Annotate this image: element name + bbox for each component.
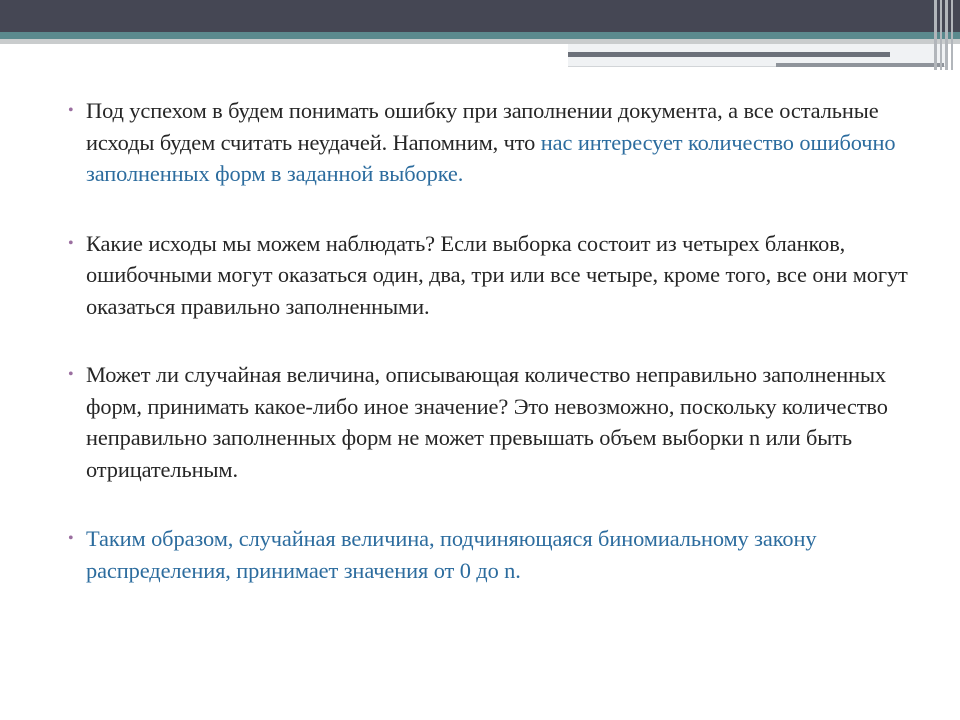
header-vertical-rails [932,0,960,70]
bullet-highlight-text: нас интересует количество ошибочно заполненных форм в заданной выборке. [86,129,896,186]
bullet-icon: • [68,234,74,252]
bullet-text: Может ли случайная величина, описывающая количество неправильно заполненных форм, принимать какое-либо иное значение? Это невозможно, поскольку количество неправильно заполненных форм не может превышать объем выборки n или быть отрицательным. [86,362,888,482]
bullet-icon: • [68,102,74,119]
bullet-text: Какие исходы мы можем наблюдать? Если выборка состоит из четырех бланков, ошибочными могут оказаться один, два, три или все четыре, кроме того, все они могут оказаться правильно заполненными. [86,230,908,319]
bullet-item [68,95,918,190]
bullet-text: Под успехом в будем понимать ошибку при заполнении документа, а все остальные исходы будем считать неудачей. Напомним, что [86,98,879,155]
bullet-icon: • [68,530,74,547]
header-teal-band [0,32,960,39]
header-accent-bar-small [776,63,944,67]
slide-body [68,95,918,586]
bullet-item [68,359,918,485]
header-dark-band [0,0,960,32]
bullet-text: Таким образом, случайная величина, подчиняющаяся биномиальному закону распределения, принимает значения от 0 до n. [86,526,817,583]
bullet-icon: • [68,366,74,383]
bullet-item [68,228,918,323]
bullet-item-conclusion [68,523,918,586]
header-accent-bar [568,52,890,57]
